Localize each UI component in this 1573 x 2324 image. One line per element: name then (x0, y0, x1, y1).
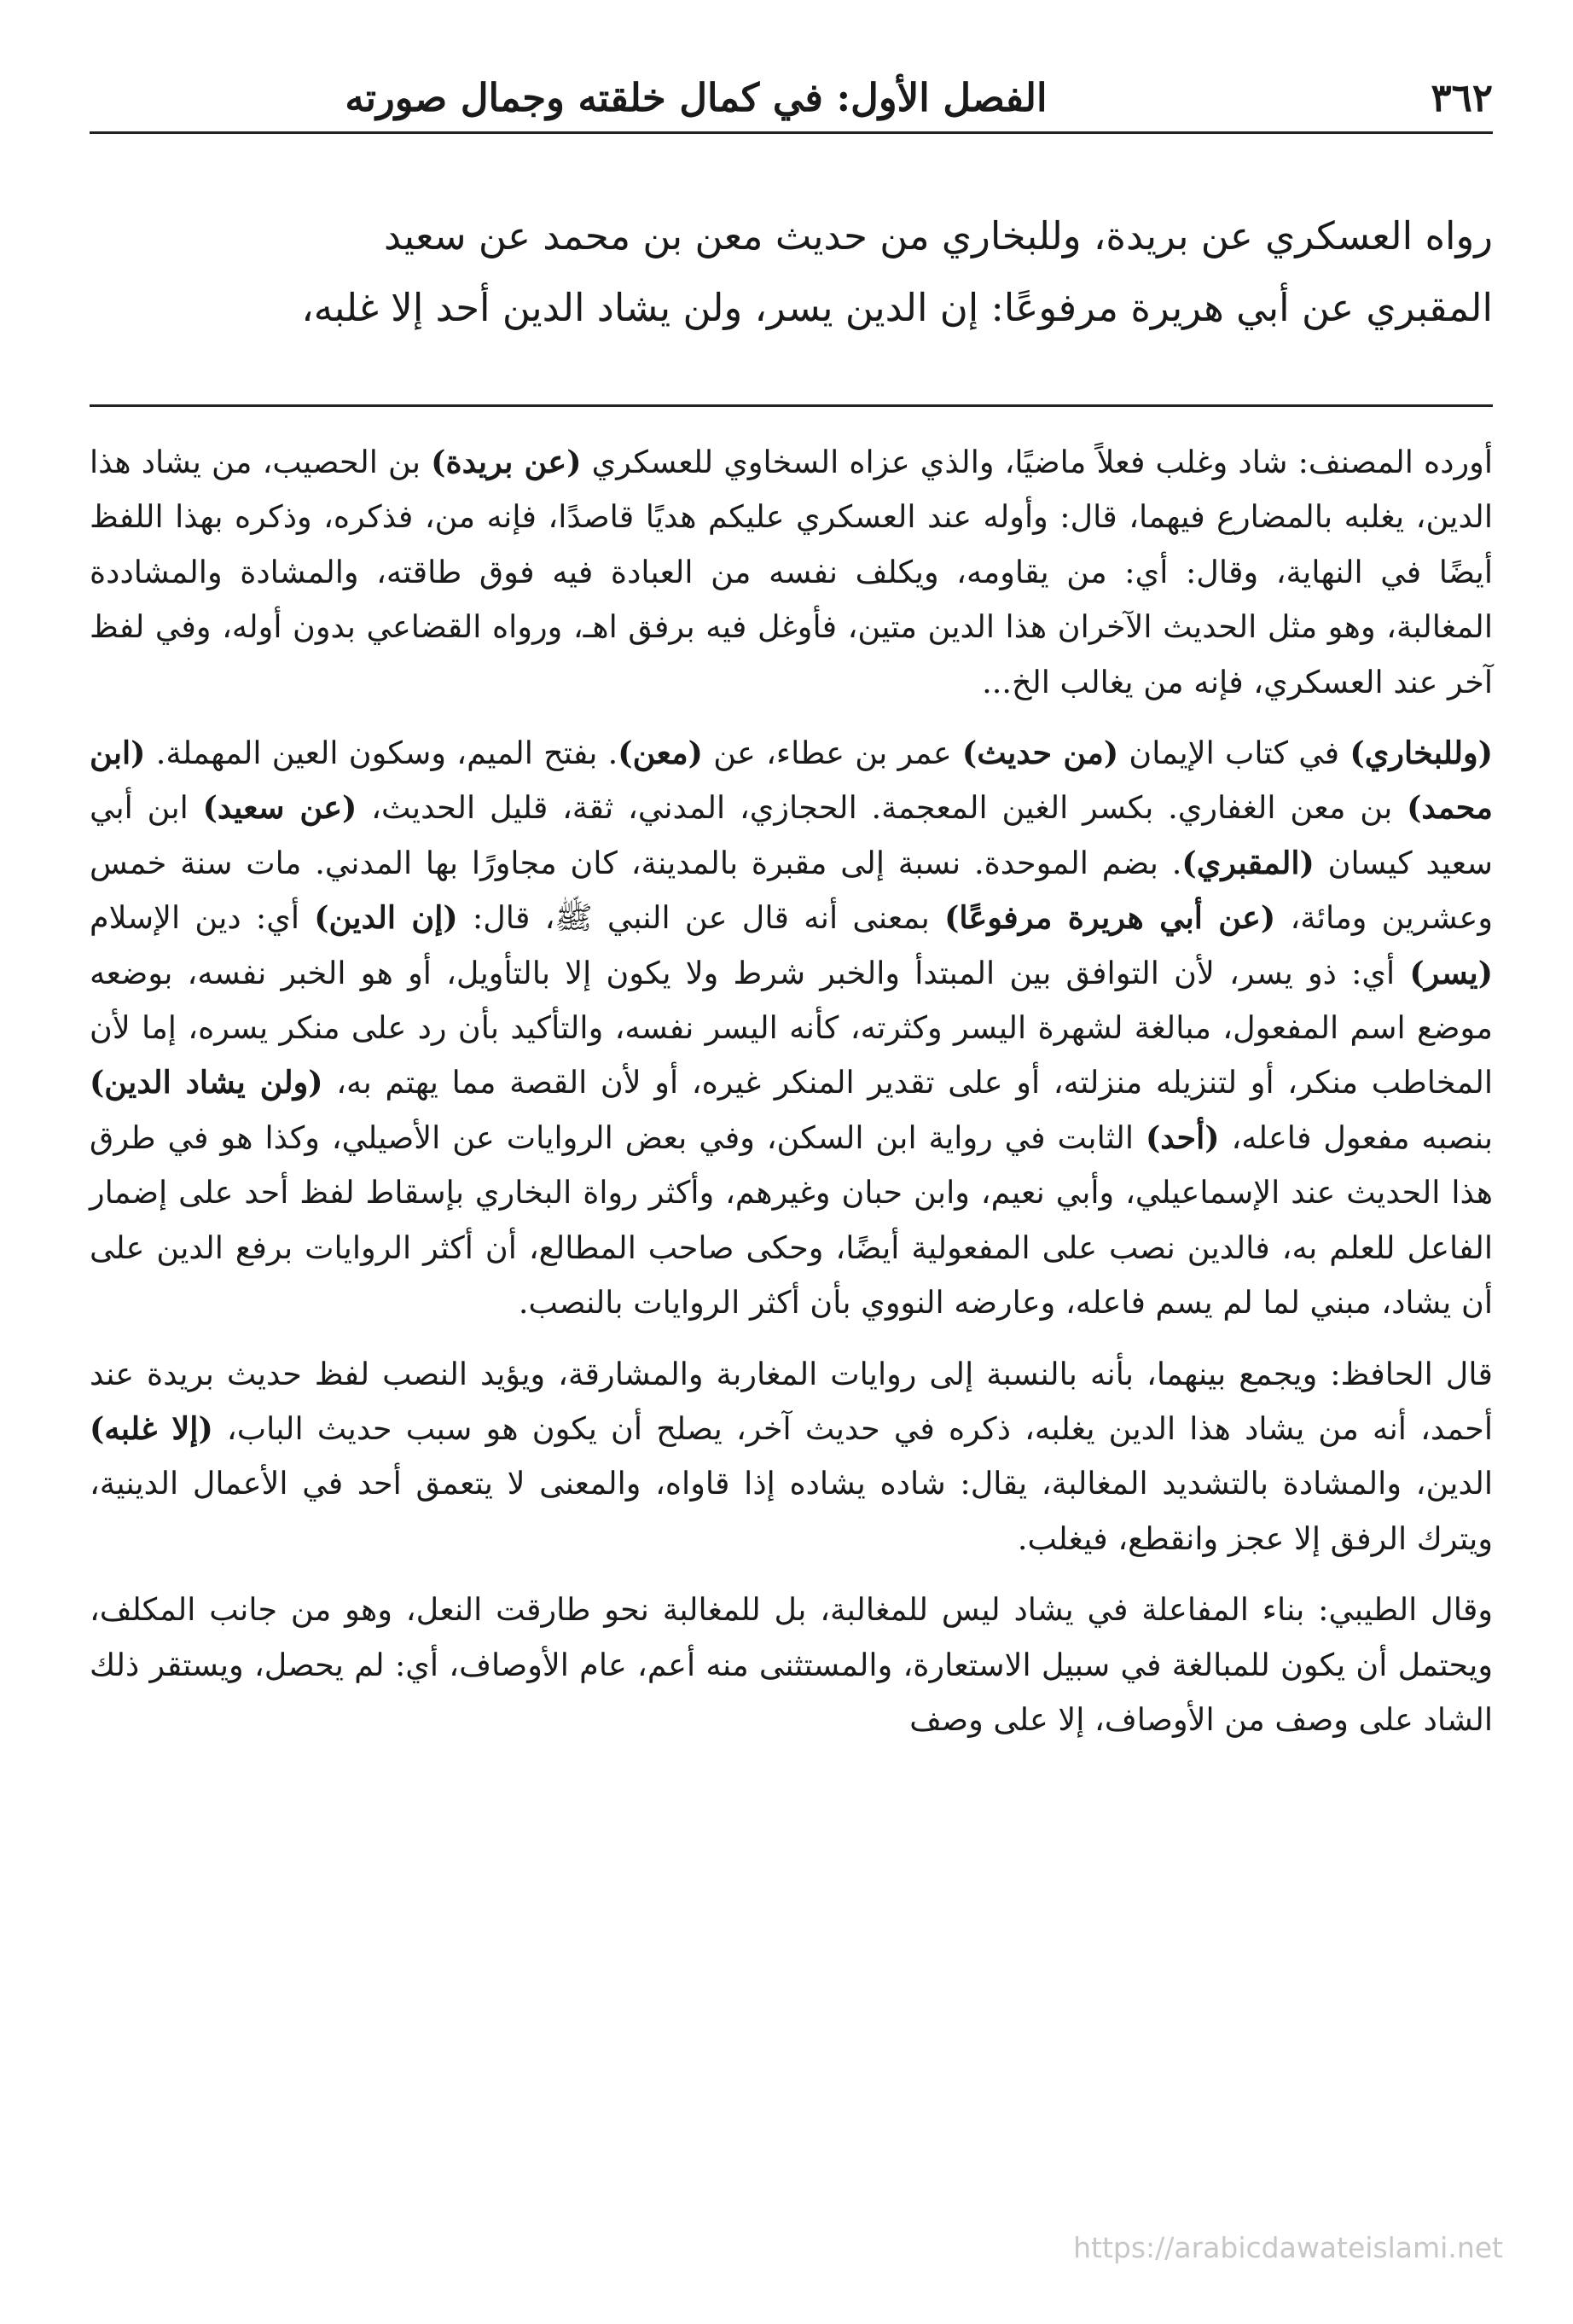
commentary-paragraph: وقال الطيبي: بناء المفاعلة في يشاد ليس للمغالبة، بل للمغالبة نحو طارقت النعل، وهو من جانب المكلف، ويحتمل أن يكون للمبالغة في سبيل الاستعارة، والمستثنى منه أعم، عام الأوصاف، أي: لم يحصل، ويستقر ذلك الشاد على وصف من الأوصاف، إلا على وصف (90, 1591, 1493, 1738)
main-text (90, 200, 1493, 344)
commentary-paragraph: (وللبخاري) في كتاب الإيمان (من حديث) عمر بن عطاء، عن (معن). بفتح الميم، وسكون العين المهملة. (ابن محمد) بن معن الغفاري. بكسر الغين المعجمة. الحجازي، المدني، ثقة، قليل الحديث، (عن سعيد) ابن أبي سعيد كيسان (المقبري). بضم الموحدة. نسبة إلى مقبرة بالمدينة، كان مجاورًا بها المدني. مات سنة خمس وعشرين ومائة، (عن أبي هريرة مرفوعًا) بمعنى أنه قال عن النبي ﷺ، قال: (إن الدين) أي: دين الإسلام (يسر) أي: ذو يسر، لأن التوافق بين المبتدأ والخبر شرط ولا يكون إلا بالتأويل، أو هو الخبر نفسه، بوضعه موضع اسم المفعول، مبالغة لشهرة اليسر وكثرته، كأنه اليسر نفسه، والتأكيد بأن رد على منكر يسره، إما لأن المخاطب منكر، أو لتنزيله منزلته، أو على تقدير المنكر غيره، أو لأن القصة مما يهتم به، (ولن يشاد الدين) بنصبه مفعول فاعله، (أحد) الثابت في رواية ابن السكن، وفي بعض الروايات عن الأصيلي، وكذا هو في طرق هذا الحديث عند الإسماعيلي، وأبي نعيم، وابن حبان وغيرهم، وأكثر رواة البخاري بإسقاط لفظ أحد على إضمار الفاعل للعلم به، فالدين نصب على المفعولية أيضًا، وحكى صاحب المطالع، أن أكثر الروايات برفع الدين على أن يشاد، مبني لما لم يسم فاعله، وعارضه النووي بأن أكثر الروايات بالنصب. (90, 735, 1494, 1322)
quoted-lemma: (من حديث) (961, 735, 1119, 772)
quoted-lemma: (عن سعيد) (202, 789, 357, 827)
footnote-rule (90, 404, 1493, 407)
page-number: ٣٦٢ (1431, 75, 1493, 120)
quoted-lemma: (إن الدين) (314, 899, 458, 937)
quoted-lemma: (وللبخاري) (1350, 735, 1494, 772)
running-header (90, 68, 1493, 128)
quoted-lemma: (عن بريدة) (431, 444, 582, 480)
main-text-line: المقبري عن أبي هريرة مرفوعًا: إن الدين يسر، ولن يشاد الدين أحد إلا غلبه، (301, 285, 1493, 330)
quoted-lemma: (معن) (618, 735, 703, 772)
commentary-paragraph: أورده المصنف: شاد وغلب فعلاً ماضيًا، والذي عزاه السخاوي للعسكري (عن بريدة) بن الحصيب، من يشاد هذا الدين، يغلبه بالمضارع فيهما، قال: وأوله عند العسكري عليكم هديًا قاصدًا، فإنه من، فذكره، وذكره بهذا اللفظ أيضًا في النهاية، وقال: أي: من يقاومه، ويكلف نفسه من العبادة فيه فوق طاقته، والمشادة والمشاددة المغالبة، وهو مثل الحديث الآخران هذا الدين متين، فأوغل فيه برفق اهـ، ورواه القضاعي بدون أوله، وفي لفظ آخر عند العسكري، فإنه من يغالب الخ... (90, 444, 1493, 700)
quoted-lemma: (إلا غلبه) (90, 1409, 213, 1447)
watermark: https://arabicdawateislami.net (1073, 2231, 1503, 2264)
quoted-lemma: (يسر) (1409, 954, 1493, 991)
header-rule (90, 131, 1493, 134)
main-text-line: رواه العسكري عن بريدة، وللبخاري من حديث معن بن محمد عن سعيد (383, 213, 1493, 259)
quoted-lemma: (ابن محمد) (90, 735, 1493, 827)
quoted-lemma: (أحد) (1145, 1118, 1220, 1156)
quoted-lemma: (عن أبي هريرة مرفوعًا) (944, 899, 1276, 937)
quoted-lemma: (المقبري) (1181, 844, 1315, 881)
quoted-lemma: (ولن يشاد الدين) (90, 1064, 323, 1101)
commentary (90, 435, 1493, 1747)
commentary-paragraph: قال الحافظ: ويجمع بينهما، بأنه بالنسبة إلى روايات المغاربة والمشارقة، ويؤيد النصب لفظ حديث بريدة عند أحمد، أنه من يشاد هذا الدين يغلبه، ذكره في حديث آخر، يصلح أن يكون هو سبب حديث الباب، (إلا غلبه) الدين، والمشادة بالتشديد المغالبة، يقال: شاده يشاده إذا قاواه، والمعنى لا يتعمق أحد في الأعمال الدينية، ويترك الرفق إلا عجز وانقطع، فيغلب. (90, 1355, 1493, 1557)
chapter-title: الفصل الأول: في كمال خلقته وجمال صورته (345, 75, 1048, 120)
